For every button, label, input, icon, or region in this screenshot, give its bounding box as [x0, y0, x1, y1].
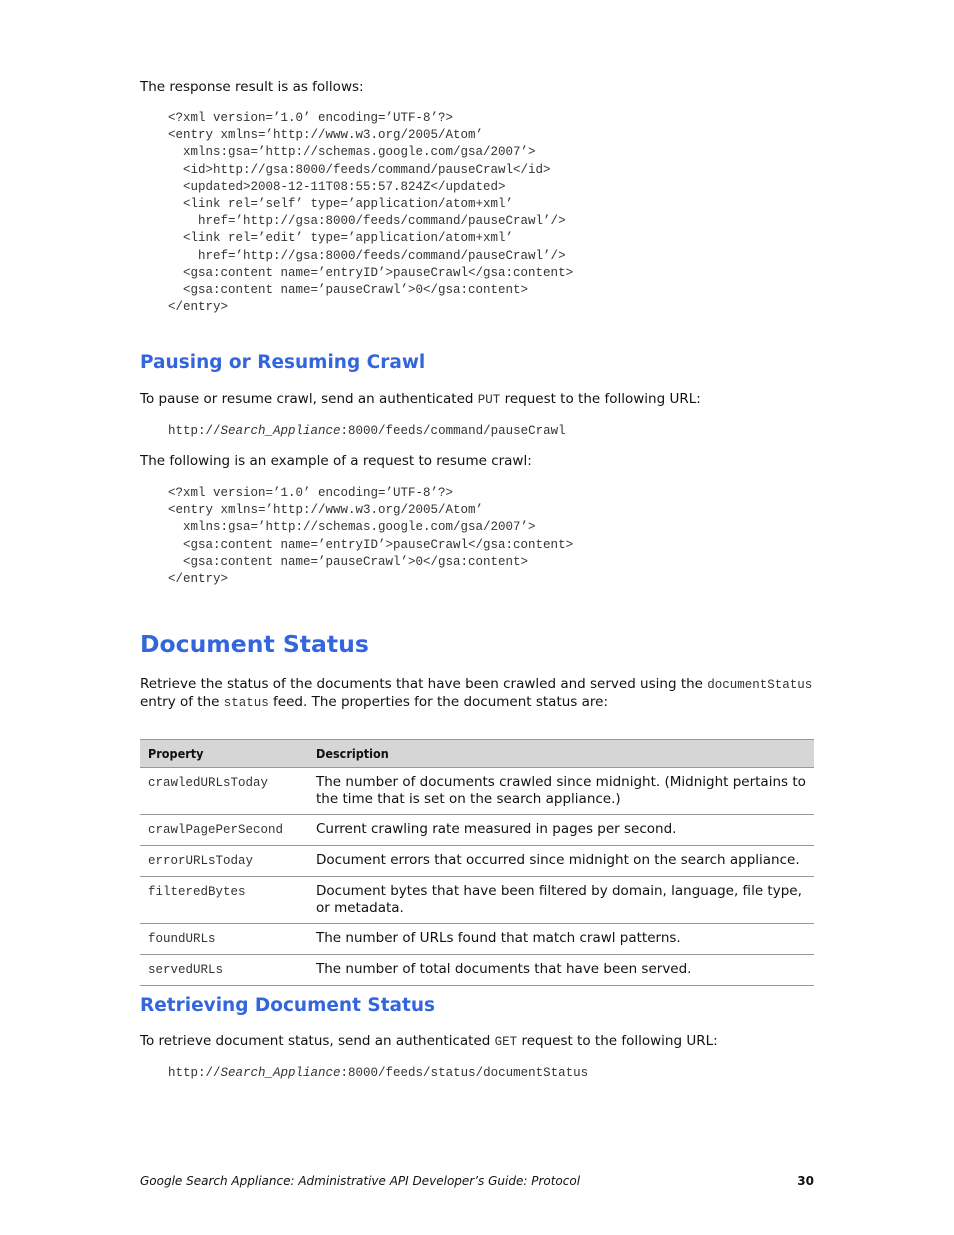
footer-title: Google Search Appliance: Administrative API Developer’s Guide: Protocol — [140, 1174, 581, 1188]
property-cell: filteredBytes — [140, 877, 308, 924]
description-cell: Document bytes that have been filtered by domain, language, file type, or metadata. — [308, 877, 814, 924]
retrieve-text-before: To retrieve document status, send an authenticated — [140, 1033, 495, 1049]
table-row — [140, 815, 814, 846]
code-line: <entry xmlns=’http://www.w3.org/2005/Atom’ — [168, 503, 484, 518]
code-line: href=’http://gsa:8000/feeds/command/pauseCrawl’/> — [168, 214, 566, 229]
code-line: <gsa:content name=’pauseCrawl’>0</gsa:content> — [168, 283, 529, 298]
table-row — [140, 877, 814, 924]
header-property: Property — [140, 740, 308, 768]
code-line: <link rel=’edit’ type=’application/atom+xml’ — [168, 231, 514, 246]
property-cell: foundURLs — [140, 924, 308, 955]
description-cell: Document errors that occurred since midnight on the search appliance. — [308, 846, 814, 877]
description-cell: The number of URLs found that match crawl patterns. — [308, 924, 814, 955]
resume-example-intro: The following is an example of a request to resume crawl: — [140, 453, 532, 469]
table-row — [140, 924, 814, 955]
retrieve-url — [140, 1065, 588, 1082]
property-cell: crawlPagePerSecond — [140, 815, 308, 846]
property-cell: errorURLsToday — [140, 846, 308, 877]
heading-retrieving-document-status: Retrieving Document Status — [140, 995, 436, 1016]
status-text-3: feed. The properties for the document status are: — [268, 694, 609, 710]
document-status-entry: documentStatus — [707, 678, 813, 692]
heading-document-status: Document Status — [140, 630, 369, 658]
page-footer — [140, 1174, 814, 1188]
code-line: </entry> — [168, 572, 229, 587]
pause-instructions — [140, 391, 701, 409]
retrieve-url-suffix: :8000/feeds/status/documentStatus — [340, 1066, 589, 1080]
code-line: </entry> — [168, 300, 229, 315]
response-intro: The response result is as follows: — [140, 79, 364, 95]
table-header-row — [140, 740, 814, 768]
put-method: PUT — [477, 393, 501, 407]
description-cell: The number of total documents that have been served. — [308, 955, 814, 986]
property-cell: crawledURLsToday — [140, 768, 308, 815]
code-line: <id>http://gsa:8000/feeds/command/pauseCrawl</id> — [168, 162, 551, 177]
retrieve-url-host: Search_Appliance — [220, 1066, 341, 1080]
get-method: GET — [494, 1035, 518, 1049]
code-line: <gsa:content name=’entryID’>pauseCrawl</gsa:content> — [168, 265, 574, 280]
pause-url-host: Search_Appliance — [220, 424, 341, 438]
code-line: <?xml version=’1.0’ encoding=’UTF-8’?> — [168, 111, 454, 125]
code-line: <updated>2008-12-11T08:55:57.824Z</updated> — [168, 179, 506, 194]
retrieve-instructions — [140, 1033, 718, 1051]
document-status-table — [140, 739, 814, 986]
response-code-block — [140, 110, 573, 316]
pause-url-prefix: http:// — [168, 424, 221, 438]
table-row — [140, 846, 814, 877]
code-line: <link rel=’self’ type=’application/atom+xml’ — [168, 197, 514, 212]
property-cell: servedURLs — [140, 955, 308, 986]
status-description — [140, 676, 814, 712]
pause-text-after: request to the following URL: — [500, 391, 701, 407]
heading-pausing-resuming-crawl: Pausing or Resuming Crawl — [140, 352, 426, 373]
resume-request-code-block — [140, 485, 573, 588]
code-line: <?xml version=’1.0’ encoding=’UTF-8’?> — [168, 486, 454, 500]
table-row — [140, 955, 814, 986]
page-number: 30 — [797, 1174, 814, 1188]
code-line: <entry xmlns=’http://www.w3.org/2005/Atom’ — [168, 128, 484, 143]
code-line: xmlns:gsa=’http://schemas.google.com/gsa/2007’> — [168, 145, 536, 160]
code-line: <gsa:content name=’pauseCrawl’>0</gsa:content> — [168, 554, 529, 569]
retrieve-text-after: request to the following URL: — [517, 1033, 718, 1049]
status-text-1: Retrieve the status of the documents that have been crawled and served using the — [140, 676, 708, 692]
code-line: <gsa:content name=’entryID’>pauseCrawl</gsa:content> — [168, 537, 574, 552]
code-line: xmlns:gsa=’http://schemas.google.com/gsa/2007’> — [168, 520, 536, 535]
header-description: Description — [308, 740, 814, 768]
description-cell: The number of documents crawled since midnight. (Midnight pertains to the time that is set on the search appliance.) — [308, 768, 814, 815]
retrieve-url-prefix: http:// — [168, 1066, 221, 1080]
pause-url — [140, 423, 566, 440]
description-cell: Current crawling rate measured in pages per second. — [308, 815, 814, 846]
status-feed-name: status — [223, 696, 269, 710]
table-row — [140, 768, 814, 815]
status-text-2: entry of the — [140, 694, 224, 710]
code-line: href=’http://gsa:8000/feeds/command/pauseCrawl’/> — [168, 248, 566, 263]
pause-url-suffix: :8000/feeds/command/pauseCrawl — [340, 424, 566, 438]
pause-text-before: To pause or resume crawl, send an authenticated — [140, 391, 478, 407]
